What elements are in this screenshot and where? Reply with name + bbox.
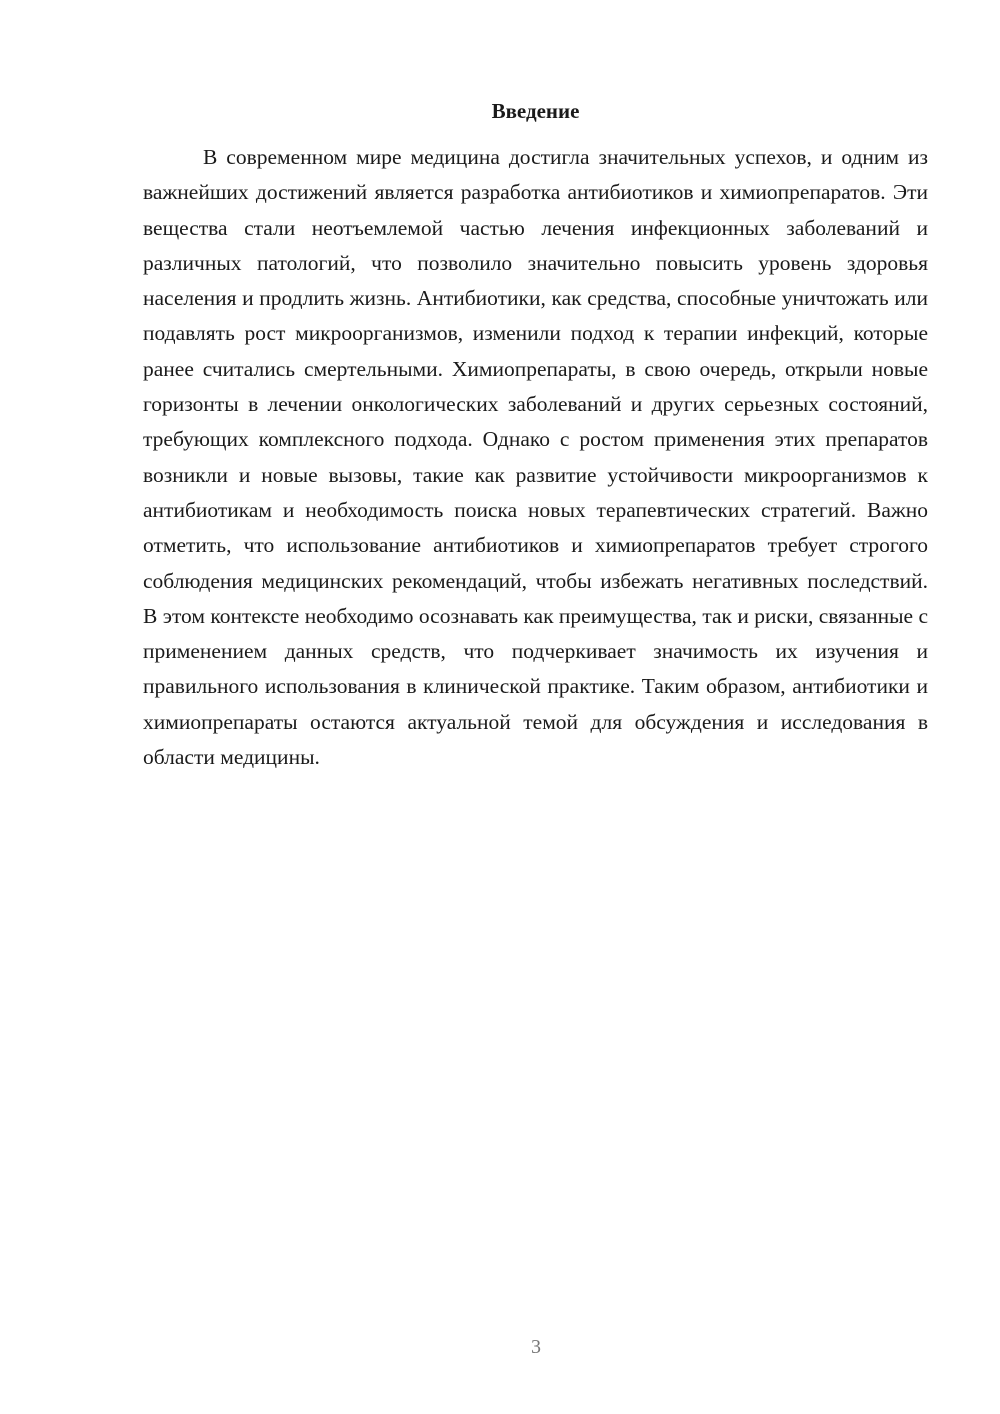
section-heading: Введение (491, 99, 580, 123)
page-number: 3 (531, 1336, 541, 1358)
body-paragraph: В современном мире медицина достигла значительных успехов, и одним из важнейших достижений является разработка антибиотиков и химиопрепаратов. Эти вещества стали неотъемлемой частью лечения инфекционных заболеваний и различных патологий, что позволило значительно повысить уровень здоровья населения и продлить жизнь. Антибиотики, как средства, способные уничтожать или подавлять рост микроорганизмов, изменили подход к терапии инфекций, которые ранее считались смертельными. Химиопрепараты, в свою очередь, открыли новые горизонты в лечении онкологических заболеваний и других серьезных состояний, требующих комплексного подхода. Однако с ростом применения этих препаратов возникли и новые вызовы, такие как развитие устойчивости микроорганизмов к антибиотикам и необходимость поиска новых терапевтических стратегий. Важно отметить, что использование антибиотиков и химиопрепаратов требует строгого соблюдения медицинских рекомендаций, чтобы избежать негативных последствий. В этом контексте необходимо осознавать как преимущества, так и риски, связанные с применением данных средств, что подчеркивает значимость их изучения и правильного использования в клинической практике. Таким образом, антибиотики и химиопрепараты остаются актуальной темой для обсуждения и исследования в области медицины. (143, 145, 928, 770)
